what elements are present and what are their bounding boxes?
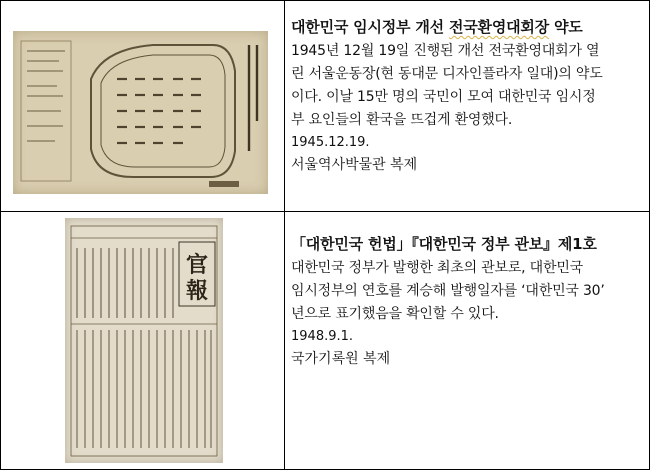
- gazette-description-cell: [285, 212, 649, 469]
- gazette-image-cell: [1, 212, 285, 469]
- gazette-masthead-bottom: 報: [185, 278, 209, 304]
- table-row: [1, 212, 649, 469]
- stadium-map-drawing: [13, 31, 268, 194]
- item-title: 「대한민국 헌법」『대한민국 정부 관보』제1호: [291, 235, 597, 253]
- item-date: 1948.9.1.: [291, 329, 354, 344]
- item-credit: 서울역사박물관 복제: [291, 157, 418, 173]
- item-credit: 국가기록원 복제: [291, 351, 391, 367]
- gazette-image: [65, 218, 223, 463]
- table-row: [1, 1, 649, 212]
- item-description: 1945년 12월 19일 진행된 개선 전국환영대회가 열 린 서울운동장(현 동대문 디자인플라자 일대)의 약도 이다. 이날 15만 명의 국민이 모여 대한민국 임시정 부 요인들의 환국을 뜨겁게 환영했다.: [291, 43, 603, 128]
- item-description: 대한민국 정부가 발행한 최초의 관보로, 대한민국 임시정부의 연호를 계승해 발행일자를 ‘대한민국 30’ 년으로 표기했음을 확인할 수 있다.: [291, 260, 605, 322]
- map-description-cell: [285, 1, 649, 211]
- gazette-masthead-top: 官: [185, 252, 209, 278]
- map-image-cell: [1, 1, 285, 211]
- item-date: 1945.12.19.: [291, 135, 370, 150]
- item-title: 대한민국 임시정부 개선 전국환영대회장 약도: [291, 18, 583, 36]
- stadium-map-image: [13, 31, 268, 194]
- gazette-page-drawing: [65, 218, 223, 463]
